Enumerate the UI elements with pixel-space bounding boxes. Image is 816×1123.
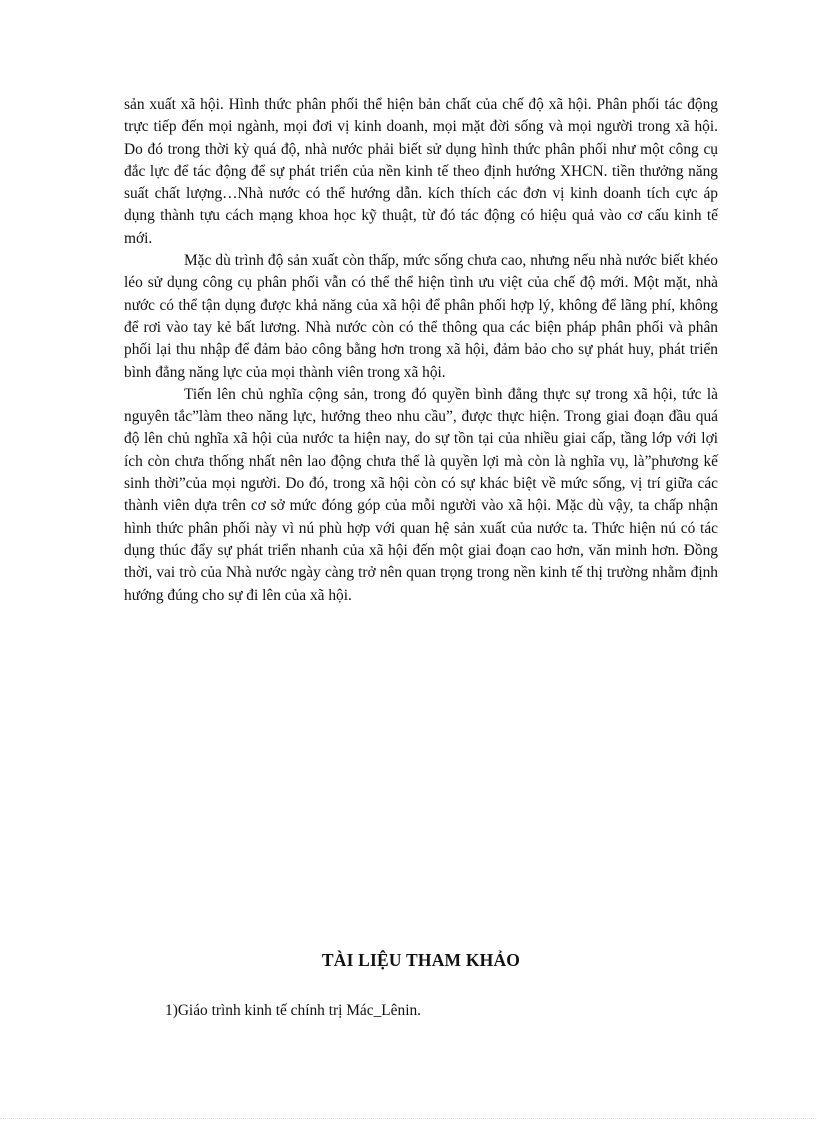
references-list	[165, 1000, 705, 1022]
page-bottom-divider	[0, 1118, 816, 1119]
body-text	[124, 94, 718, 607]
references-title: TÀI LIỆU THAM KHẢO	[321, 950, 521, 970]
paragraph-1: sản xuất xã hội. Hình thức phân phối thể hiện bản chất của chế độ xã hội. Phân phối tác động trực tiếp đến mọi ngành, mọi đơi vị kinh doanh, mọi mặt đời sống và mọi người trong xã hội. Do đó trong thời kỳ quá độ, nhà nước phải biết sử dụng hình thức phân phối như một công cụ đắc lực để tác động để sự phát triển của nền kinh tế theo định hướng XHCN. tiền thưởng năng suất chất lượng…Nhà nước có thể hướng dẫn. kích thích các đơn vị kinh doanh tích cực áp dụng thành tựu cách mạng khoa học kỹ thuật, từ đó tác động có hiệu quả vào cơ cấu kinh tế mới.	[124, 96, 718, 247]
paragraph-3: Tiến lên chủ nghĩa cộng sản, trong đó quyền bình đẳng thực sự trong xã hội, tức là nguyên tắc”làm theo năng lực, hưởng theo nhu cầu”, được thực hiện. Trong giai đoạn đầu quá độ lên chủ nghĩa xã hội của nước ta hiện nay, do sự tồn tại của nhiều giai cấp, tầng lớp với lợi ích còn chưa thống nhất nên lao động chưa thể là quyền lợi mà còn là nghĩa vụ, là”phương kế sinh thời”của mọi người. Do đó, trong xã hội còn có sự khác biệt về mức sống, vị trí giữa các thành viên dựa trên cơ sở mức đóng góp của mỗi người vào xã hội. Mặc dù vậy, ta chấp nhận hình thức phân phối này vì nú phù hợp với quan hệ sản xuất của nước ta. Thức hiện nú có tác dụng thúc đẩy sự phát triển nhanh của xã hội đến một giai đoạn cao hơn, văn minh hơn. Đồng thời, vai trò của Nhà nước ngày càng trở nên quan trọng trong nền kinh tế thị trường nhằm định hướng đúng cho sự đi lên của xã hội.	[124, 385, 718, 604]
reference-item: 1)Giáo trình kinh tế chính trị Mác_Lênin.	[165, 1002, 422, 1019]
paragraph-2: Mặc dù trình độ sản xuất còn thấp, mức sống chưa cao, nhưng nếu nhà nước biết khéo léo sử dụng công cụ phân phối vẫn có thể thể hiện tình ưu việt của chế độ mới. Một mặt, nhà nước có thể tận dụng được khả năng của xã hội để phân phối hợp lý, không để lãng phí, không để rơi vào tay kẻ bất lương. Nhà nước còn có thể thông qua các biện pháp phân phối và phân phối lại thu nhập để đảm bảo công bằng hơn trong xã hội, đảm bảo cho sự phát huy, phát triển bình đẳng năng lực của mọi thành viên trong xã hội.	[124, 252, 718, 381]
